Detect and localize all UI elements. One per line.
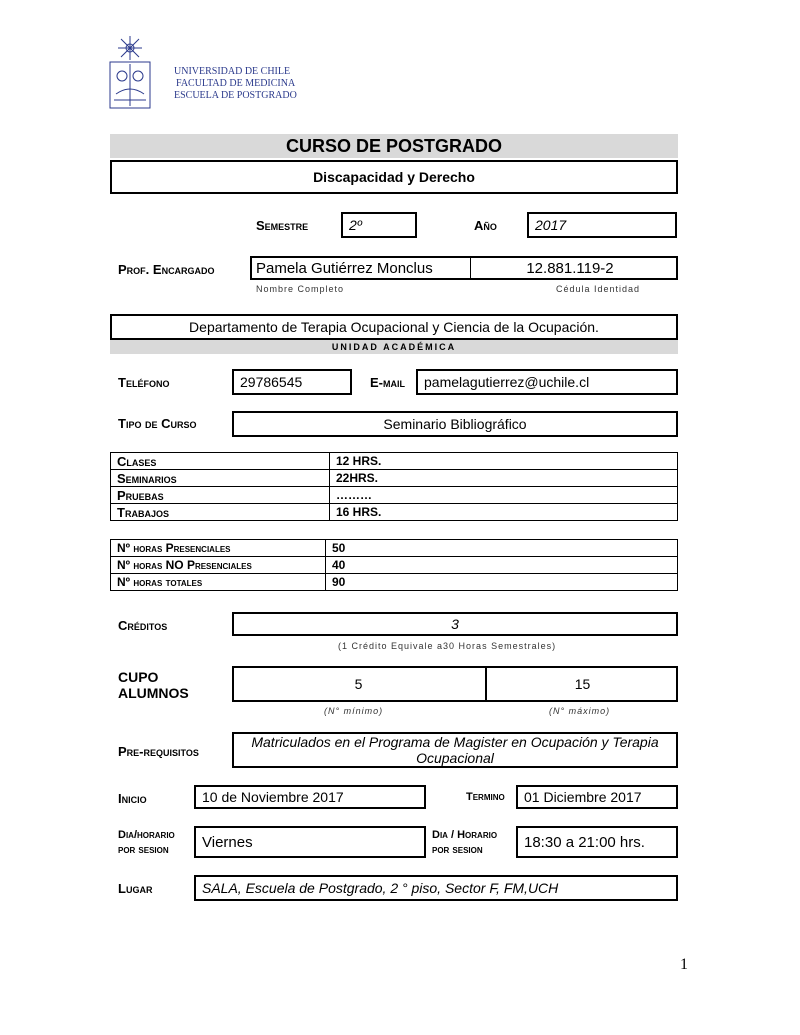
table-row bbox=[111, 504, 678, 521]
academic-unit-caption: UNIDAD ACADÉMICA bbox=[331, 342, 457, 352]
schedule-time-value: 18:30 a 21:00 hrs. bbox=[524, 833, 645, 851]
page-number: 1 bbox=[680, 956, 688, 973]
school-name: ESCUELA DE POSTGRADO bbox=[174, 90, 297, 101]
quota-label-line1: CUPO bbox=[118, 669, 159, 685]
hours-value: 40 bbox=[326, 557, 678, 574]
prereq-value: Matriculados en el Programa de Magister en Ocupación y Terapia Ocupacional bbox=[251, 734, 659, 766]
credits-value: 3 bbox=[451, 616, 459, 632]
credits-field bbox=[232, 612, 678, 636]
quota-max-value: 15 bbox=[574, 676, 591, 692]
credits-note: (1 Crédito Equivale a30 Horas Semestrales) bbox=[338, 641, 557, 651]
schedule-day-label-line2: por sesion bbox=[118, 844, 169, 856]
quota-max-cell bbox=[487, 666, 678, 702]
academic-unit-field bbox=[110, 314, 678, 340]
start-label: Inicio bbox=[118, 791, 147, 806]
email-field bbox=[416, 369, 678, 395]
hours-table bbox=[110, 539, 678, 591]
university-name: UNIVERSIDAD DE CHILE bbox=[174, 66, 291, 77]
schedule-time-label-line1: Dia / Horario bbox=[432, 829, 498, 841]
table-row bbox=[111, 540, 678, 557]
end-value: 01 Diciembre 2017 bbox=[524, 789, 642, 805]
professor-name-cell bbox=[250, 256, 471, 280]
hours-name: Nº horas Presenciales bbox=[111, 540, 326, 557]
professor-label: Prof. Encargado bbox=[118, 262, 215, 277]
schedule-day-field bbox=[194, 826, 426, 858]
schedule-time-field bbox=[516, 826, 678, 858]
professor-name-caption: Nombre Completo bbox=[256, 284, 345, 294]
semester-value: 2º bbox=[349, 217, 362, 233]
course-name: Discapacidad y Derecho bbox=[313, 169, 475, 185]
faculty-name: FACULTAD DE MEDICINA bbox=[176, 78, 296, 89]
activities-table bbox=[110, 452, 678, 521]
activity-value: ……… bbox=[330, 487, 678, 504]
start-field bbox=[194, 785, 426, 809]
hours-value: 50 bbox=[326, 540, 678, 557]
schedule-time-label-line2: por sesion bbox=[432, 844, 483, 856]
place-value: SALA, Escuela de Postgrado, 2 ° piso, Sector F, FM,UCH bbox=[202, 880, 559, 896]
table-row bbox=[111, 574, 678, 591]
year-field bbox=[527, 212, 677, 238]
course-heading: CURSO DE POSTGRADO bbox=[285, 135, 503, 156]
course-type-field bbox=[232, 411, 678, 437]
activity-name: Pruebas bbox=[111, 487, 330, 504]
table-row bbox=[111, 557, 678, 574]
quota-min-value: 5 bbox=[354, 676, 363, 692]
semester-label: Semestre bbox=[256, 218, 309, 233]
academic-unit-caption-bar bbox=[110, 340, 678, 354]
activity-name: Clases bbox=[111, 453, 330, 470]
quota-min-cell bbox=[232, 666, 487, 702]
course-heading-bar bbox=[110, 134, 678, 158]
credits-label: Créditos bbox=[118, 618, 168, 633]
end-field bbox=[516, 785, 678, 809]
activity-name: Trabajos bbox=[111, 504, 330, 521]
professor-id-caption: Cédula Identidad bbox=[556, 284, 641, 294]
course-type-value: Seminario Bibliográfico bbox=[383, 416, 527, 432]
phone-label: Teléfono bbox=[118, 375, 170, 390]
schedule-day-label-line1: Dia/horario bbox=[118, 829, 175, 841]
university-crest-logo bbox=[108, 34, 152, 110]
professor-id-cell bbox=[465, 256, 675, 280]
prereq-label: Pre-requisitos bbox=[118, 744, 199, 759]
activity-value: 22HRS. bbox=[330, 470, 678, 487]
quota-max-caption: (N° máximo) bbox=[549, 706, 611, 716]
semester-field bbox=[341, 212, 417, 238]
hours-name: Nº horas totales bbox=[111, 574, 326, 591]
place-field bbox=[194, 875, 678, 901]
year-value: 2017 bbox=[535, 217, 567, 233]
hours-name: Nº horas NO Presenciales bbox=[111, 557, 326, 574]
year-label: Año bbox=[474, 218, 497, 233]
phone-value: 29786545 bbox=[240, 374, 303, 390]
professor-id: 12.881.119-2 bbox=[526, 259, 614, 277]
place-label: Lugar bbox=[118, 881, 153, 896]
professor-name: Pamela Gutiérrez Monclus bbox=[256, 259, 433, 277]
email-value: pamelagutierrez@uchile.cl bbox=[424, 374, 590, 390]
table-row bbox=[111, 487, 678, 504]
prereq-field bbox=[232, 732, 678, 768]
phone-field bbox=[232, 369, 352, 395]
quota-min-caption: (N° mínimo) bbox=[324, 706, 384, 716]
table-row bbox=[111, 470, 678, 487]
hours-value: 90 bbox=[326, 574, 678, 591]
activity-name: Seminarios bbox=[111, 470, 330, 487]
table-row bbox=[111, 453, 678, 470]
course-type-label: Tipo de Curso bbox=[118, 416, 197, 431]
activity-value: 12 HRS. bbox=[330, 453, 678, 470]
course-name-field bbox=[110, 160, 678, 194]
activity-value: 16 HRS. bbox=[330, 504, 678, 521]
start-value: 10 de Noviembre 2017 bbox=[202, 789, 344, 805]
schedule-day-value: Viernes bbox=[202, 833, 253, 851]
quota-label-line2: ALUMNOS bbox=[118, 685, 189, 701]
academic-unit-value: Departamento de Terapia Ocupacional y Ciencia de la Ocupación. bbox=[189, 319, 599, 335]
email-label: E-mail bbox=[370, 375, 405, 390]
end-label: Termino bbox=[466, 791, 505, 803]
